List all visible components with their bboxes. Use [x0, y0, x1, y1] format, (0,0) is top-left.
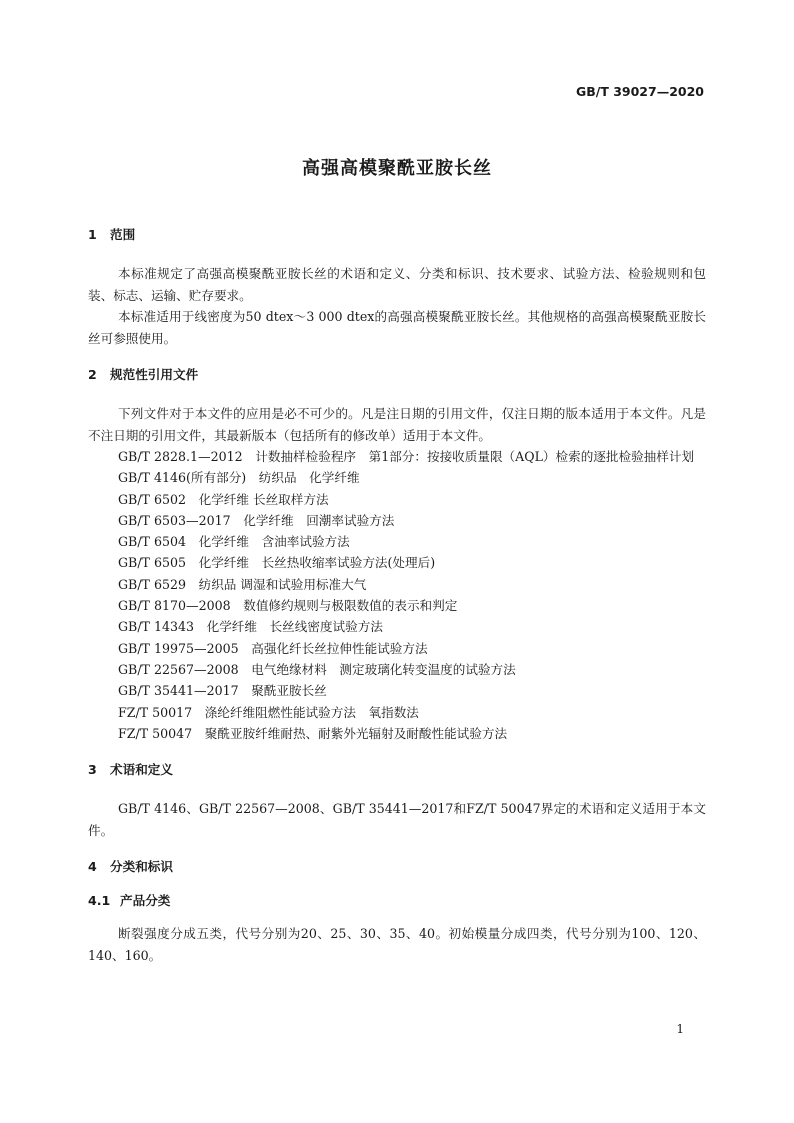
reference-item: FZ/T 50047 聚酰亚胺纤维耐热、耐紫外光辐射及耐酸性能试验方法 — [118, 725, 508, 741]
reference-item: GB/T 8170—2008 数值修约规则与极限数值的表示和判定 — [118, 598, 458, 614]
terms-paragraph: GB/T 4146、GB/T 22567—2008、GB/T 35441—2017和FZ/T 50047界定的术语和定义适用于本文件。 — [88, 801, 706, 838]
subsection-4-1-heading — [88, 891, 706, 911]
reference-item: GB/T 14343 化学纤维 长丝线密度试验方法 — [118, 619, 383, 635]
subsection-title: 产品分类 — [120, 893, 171, 909]
reference-item: GB/T 35441—2017 聚酰亚胺长丝 — [118, 683, 327, 699]
reference-item: FZ/T 50017 涤纶纤维阻燃性能试验方法 氧指数法 — [118, 704, 419, 720]
reference-item: GB/T 22567—2008 电气绝缘材料 测定玻璃化转变温度的试验方法 — [118, 661, 516, 677]
document-body — [88, 225, 706, 966]
reference-item: GB/T 4146(所有部分) 纺织品 化学纤维 — [118, 470, 360, 486]
subsection-number: 4.1 — [88, 893, 111, 909]
reference-item: GB/T 6503—2017 化学纤维 回潮率试验方法 — [118, 512, 395, 528]
section-title: 范围 — [110, 227, 136, 242]
section-number: 4 — [88, 859, 97, 875]
scope-paragraph: 本标准规定了高强高模聚酰亚胺长丝的术语和定义、分类和标识、技术要求、试验方法、检验规则和包装、标志、运输、贮存要求。 — [88, 266, 706, 303]
standard-number: GB/T 39027—2020 — [575, 84, 704, 99]
section-3-heading — [88, 760, 706, 780]
document-title: 高强高模聚酰亚胺长丝 — [302, 158, 492, 179]
section-title: 分类和标识 — [110, 859, 173, 875]
reference-item: GB/T 6505 化学纤维 长丝热收缩率试验方法(处理后) — [118, 555, 436, 571]
section-number: 3 — [88, 762, 97, 778]
reference-item: GB/T 6502 化学纤维 长丝取样方法 — [118, 491, 329, 507]
section-number: 1 — [88, 227, 97, 242]
reference-item: GB/T 6504 化学纤维 含油率试验方法 — [118, 534, 350, 550]
section-1-heading — [88, 225, 706, 245]
scope-paragraph: 本标准适用于线密度为50 dtex～3 000 dtex的高强高模聚酰亚胺长丝。其他规格的高强高模聚酰亚胺长丝可参照使用。 — [88, 309, 706, 346]
references-intro: 下列文件对于本文件的应用是必不可少的。凡是注日期的引用文件，仅注日期的版本适用于本文件。凡是不注日期的引用文件，其最新版本（包括所有的修改单）适用于本文件。 — [88, 406, 706, 443]
section-number: 2 — [88, 367, 97, 382]
section-title: 规范性引用文件 — [110, 367, 199, 382]
section-2-heading — [88, 365, 706, 385]
classification-paragraph: 断裂强度分成五类，代号分别为20、25、30、35、40。初始模量分成四类，代号分别为100、120、140、160。 — [88, 926, 706, 963]
section-4-heading — [88, 857, 706, 877]
reference-item: GB/T 19975—2005 高强化纤长丝拉伸性能试验方法 — [118, 640, 428, 656]
reference-item: GB/T 6529 纺织品 调湿和试验用标准大气 — [118, 576, 367, 592]
section-title: 术语和定义 — [110, 762, 173, 778]
page-number: 1 — [676, 1022, 684, 1036]
reference-item: GB/T 2828.1—2012 计数抽样检验程序 第1部分：按接收质量限（AQL）检索的逐批检验抽样计划 — [118, 449, 695, 464]
